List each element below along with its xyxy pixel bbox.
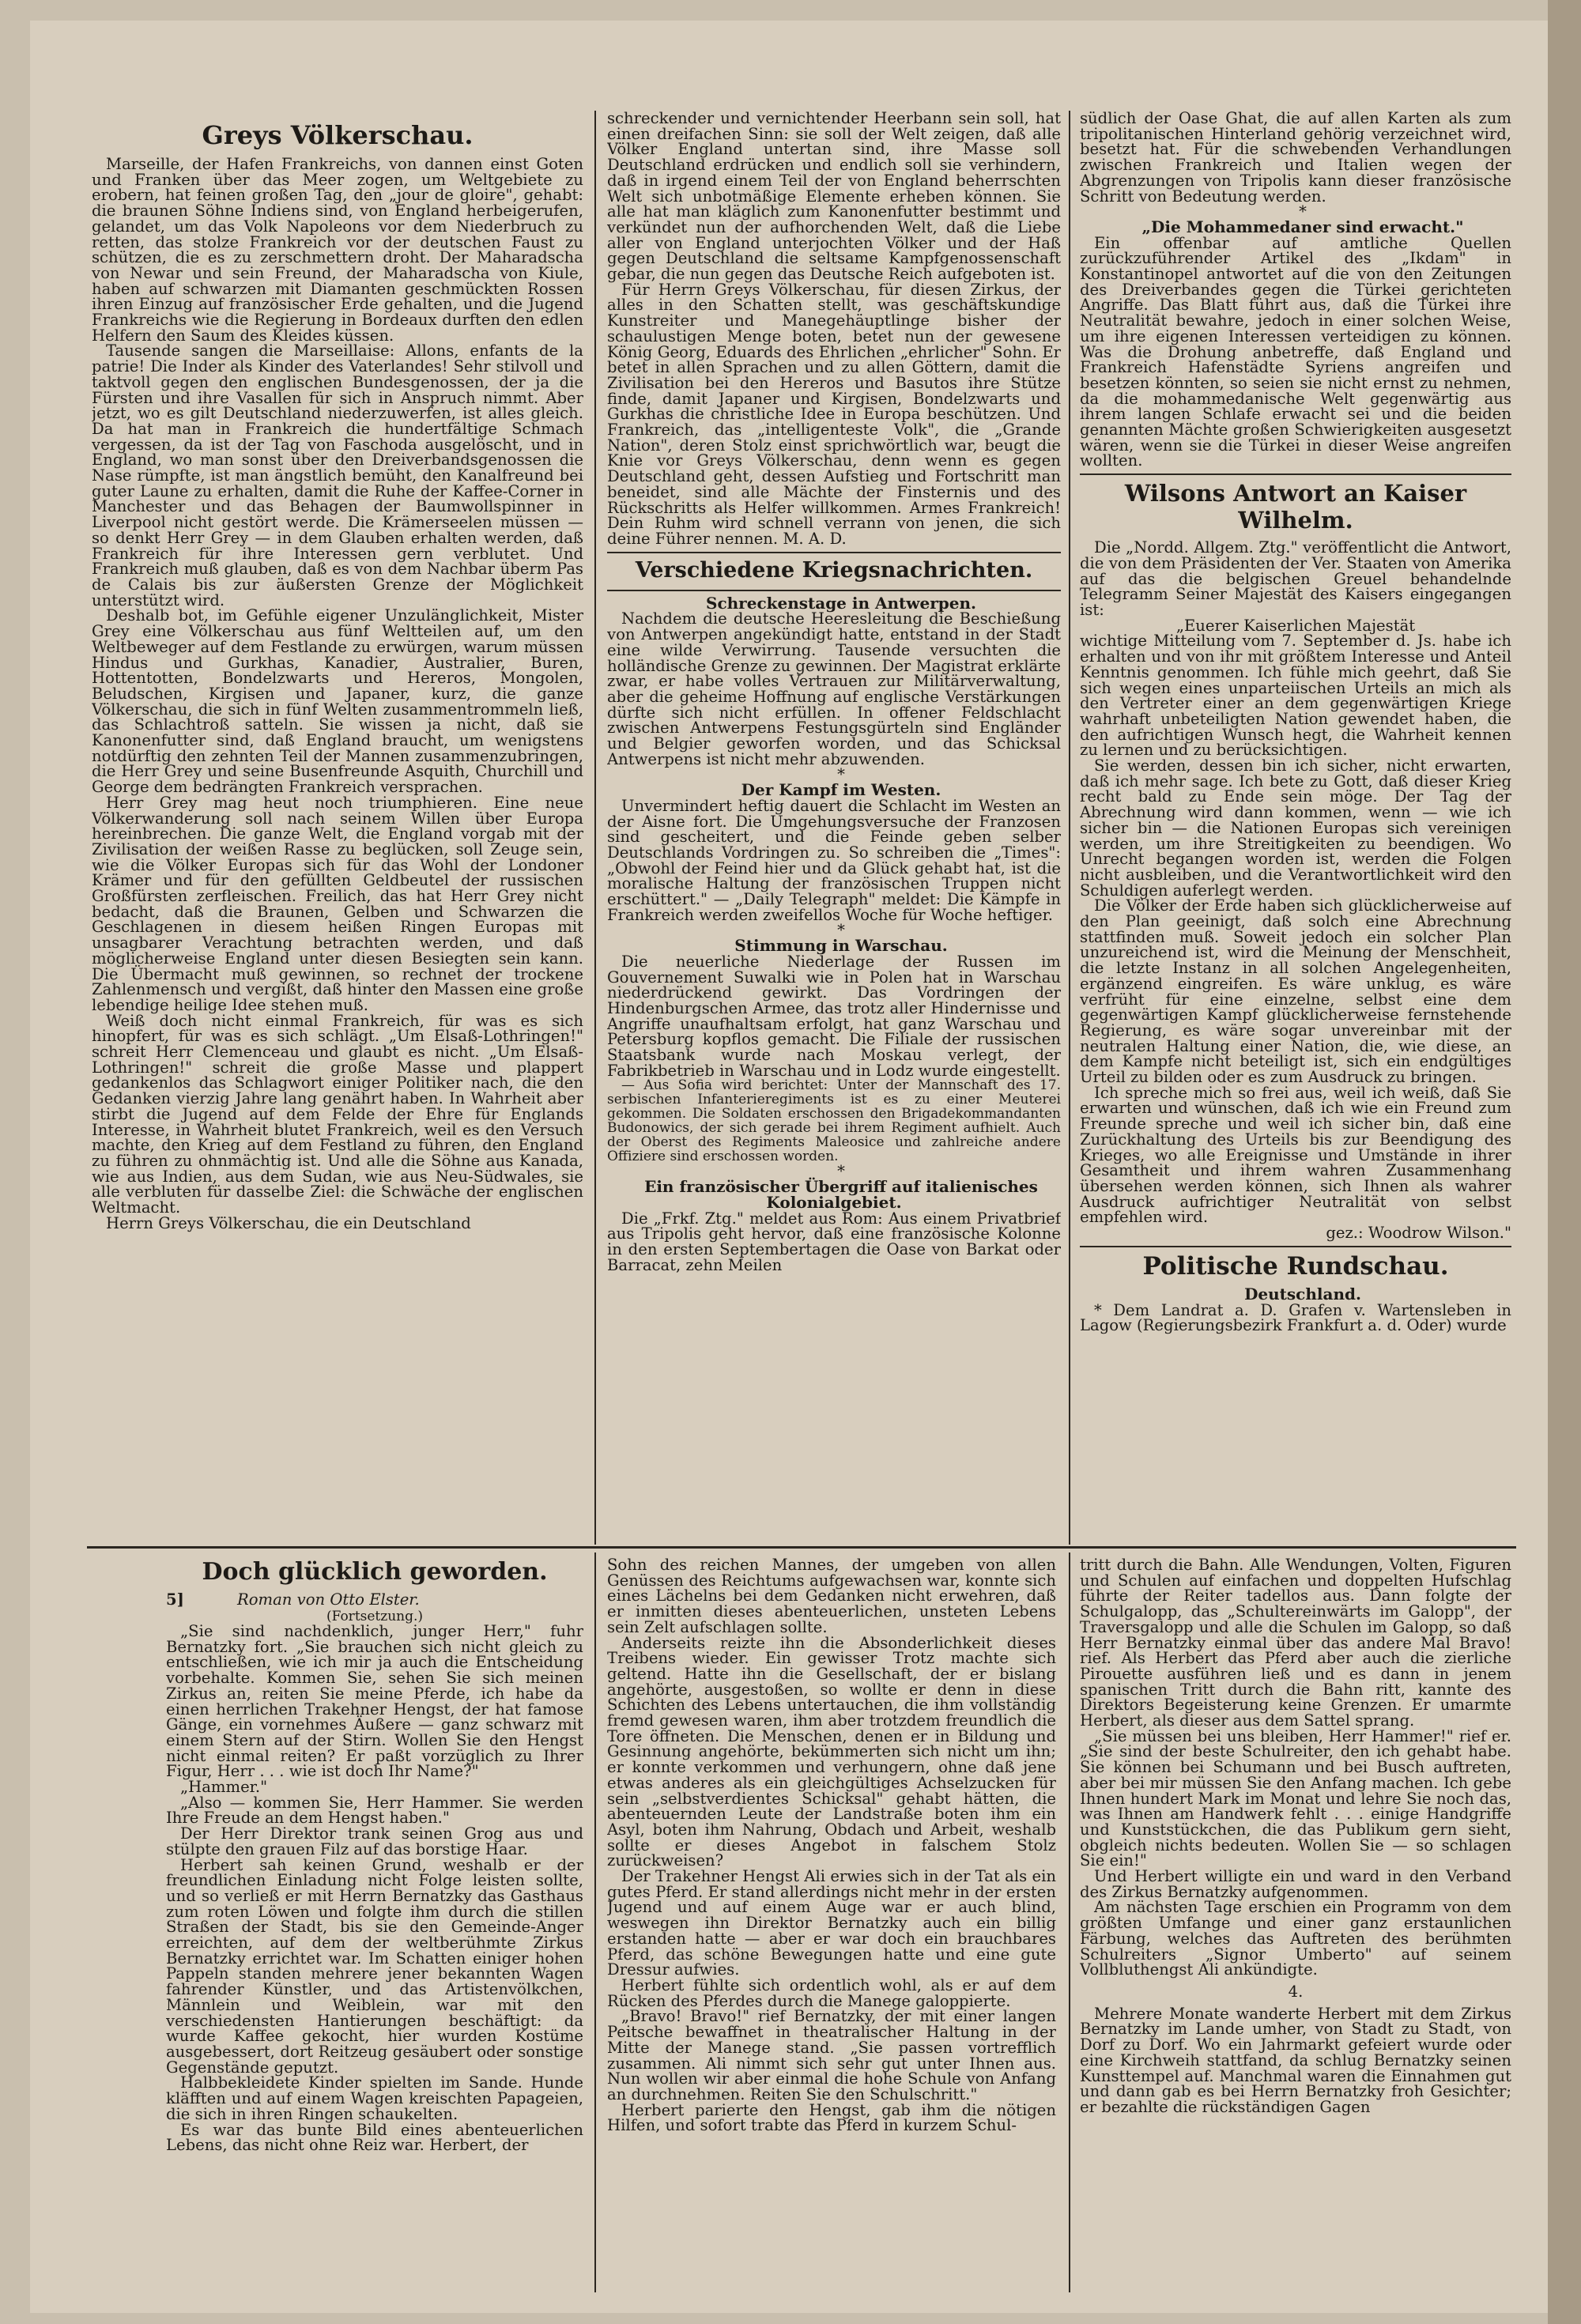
paragraph: Für Herrn Greys Völkerschau, für diesen Zirkus, der alles in den Schatten stellt, was geschäftskundige Kunstreiter und Manegehäuptlinge bisher der schaulustigen Menge boten, betet nun der gewesene König Georg, Eduards des Ehrlichen „ehrlicher" Sohn. Er betet in allen Sprachen und zu allen Göttern, damit die Zivilisation bei den Hereros und Basutos ihre Stütze finde, damit Japaner und Kirgisen, Bondelzwarts und Gurkhas die christliche Idee in Europa beschützen. Und Frankreich, das „intelligenteste Volk", die „Grande Nation", deren Stolz einst sprichwörtlich war, beugt die Knie vor Greys Völkerschau, denn wenn es gegen Deutschland geht, dessen Aufstieg und Fortschritt man beneidet, sind alle Mächte der Finsternis und des Rückschritts als Helfer willkommen. Armes Frankreich! Dein Ruhm wird schnell verrann von jenen, die sich deine Führer nennen. M. A. D.	[607, 280, 1061, 548]
paragraph: Ich spreche mich so frei aus, weil ich weiß, daß Sie erwarten und wünschen, daß ich wie ein Freund zum Freunde spreche und weil ich sicher bin, daß eine Zurückhaltung des Urteils bis zur Beendigung des Krieges, wo alle Ereignisse und Umstände in ihrer Gesamtheit und ihrem wahren Zusammenhang übersehen werden können, sich Ihnen als wahrer Ausdruck aufrichtiger Neutralität von selbst empfehlen wird.	[1080, 1083, 1511, 1227]
divider	[1080, 473, 1511, 475]
column-greys-voelkerschau	[92, 117, 583, 1540]
section-title: Politische Rundschau.	[1142, 1251, 1449, 1281]
novel-column-a	[166, 1557, 583, 2300]
paragraph: Der Trakehner Hengst Ali erwies sich in der Tat als ein gutes Pferd. Er stand allerdings nicht mehr in der ersten Jugend und auf einem Auge war er auch blind, weswegen ihn Direktor Bernatzky auch ein billig erstanden hatte — aber er war doch ein brauchbares Pferd, das schöne Bewegungen hatte und eine gute Dressur aufwies.	[607, 1867, 1056, 1979]
paragraph: Marseille, der Hafen Frankreichs, von dannen einst Goten und Franken über das Meer zogen, um Weltgebiete zu erobern, hat feinen großen Tag, den „jour de gloire", gehabt: die braunen Söhne Indiens sind, von England herbeigerufen, gelandet, um das Volk Napoleons vor dem Niederbruch zu retten, das stolze Frankreich vor der deutschen Faust zu schützen, die es zu zerschmettern droht. Der Maharadscha von Newar und sein Freund, der Maharadscha von Kiule, haben auf schwarzen mit Diamanten geschmückten Rossen ihren Einzug auf französischer Erde gehalten, und die Jugend Frankreichs wie die Regierung in Bordeaux durften den edlen Helfern den Saum des Kleides küssen.	[92, 155, 583, 345]
column-kriegsnachrichten	[607, 111, 1061, 1541]
column-rule	[594, 1552, 596, 2292]
paragraph: Ein offenbar auf amtliche Quellen zurückzuführender Artikel des „Ikdam" in Konstantinopel antwortet auf die von den Zeitungen des Dreiverbandes gegen die Türkei gerichteten Angriffe. Das Blatt führt aus, daß die Türkei ihre Neutralität bewahre, jedoch in einer solchen Weise, um ihre eigenen Interessen verteidigen zu können. Was die Drohung anbetreffe, daß England und Frankreich Hafenstädte Syriens angreifen und besetzen könnten, so seien sie nicht ernst zu nehmen, da die mohammedanische Welt gegenwärtig aus ihrem langen Schlafe erwacht sei und die beiden genannten Mächte großen Schwierigkeiten ausgesetzt wären, wenn sie die Türkei in dieser Weise angreifen wollten.	[1080, 233, 1511, 470]
paragraph: Die Völker der Erde haben sich glücklicherweise auf den Plan geeinigt, daß solch eine Abrechnung stattfinden muß. Soweit jedoch ein solcher Plan unzureichend ist, wird die Meinung der Menschheit, die letzte Instanz in all solchen Angelegenheiten, ergänzend eingreifen. Es wäre unklug, es wäre verfrüht für eine einzelne, selbst eine dem gegenwärtigen Kampf glücklicherweise fernstehende Regierung, es wäre sogar unvereinbar mit der neutralen Haltung einer Nation, die, wie diese, an dem Kampfe nicht beteiligt ist, sich ein endgültiges Urteil zu bilden oder es zum Ausdruck zu bringen.	[1080, 896, 1511, 1087]
paragraph: Herbert fühlte sich ordentlich wohl, als er auf dem Rücken des Pferdes durch die Manege galoppierte.	[607, 1975, 1056, 2010]
item-title: Der Kampf im Westen.	[741, 780, 941, 800]
novel-column-c	[1080, 1557, 1511, 2300]
paragraph: Anderseits reizte ihn die Absonderlichkeit dieses Treibens wieder. Ein gewisser Trotz machte sich geltend. Hatte ihn die Gesellschaft, der er bislang angehörte, ausgestoßen, so wollte er denn in diese Schichten des Lebens untertauchen, die ihm vollständig fremd gewesen waren, ihm aber trotzdem freundlich die Tore öffneten. Die Menschen, denen er in Bildung und Gesinnung angehörte, bekümmerten sich nicht um ihn; er konnte verkommen und verhungern, ohne daß jene etwas anderes als ein gleichgültiges Achselzucken für sein „selbstverdientes Schicksal" gehabt hätten, die abenteuernden Leute der Landstraße boten ihm ein Asyl, boten ihm Nahrung, Obdach und Arbeit, weshalb sollte er dieses Angebot in falschem Stolz zurückweisen?	[607, 1633, 1056, 1870]
column-rule	[1069, 111, 1070, 1545]
paragraph: Halbbekleidete Kinder spielten im Sande. Hunde kläfften und auf einem Wagen kreischten Papageien, die sich in ihren Ringen schaukelten.	[166, 2073, 583, 2123]
paragraph: „Sie müssen bei uns bleiben, Herr Hammer!" rief er. „Sie sind der beste Schulreiter, den ich gehabt habe. Sie können bei Schumann und bei Busch auftreten, aber bei mir müssen Sie den Anfang machen. Ich gebe Ihnen hundert Mark im Monat und lehre Sie noch das, was Ihnen am Handwerk fehlt . . . einige Handgriffe und Kunststückchen, die das Publikum gern sieht, obgleich nichts bedeuten. Wollen Sie — so schlagen Sie ein!"	[1080, 1726, 1511, 1870]
paragraph: Sie werden, dessen bin ich sicher, nicht erwarten, daß ich mehr sage. Ich bete zu Gott, daß dieser Krieg recht bald zu Ende sein möge. Der Tag der Abrechnung wird dann kommen, wenn — wie ich sicher bin — die Nationen Europas sich vereinigen werden, um ihre Streitigkeiten zu beendigen. Wo Unrecht begangen worden ist, werden die Folgen nicht ausbleiben, und die Verantwortlichkeit wird den Schuldigen auferlegt werden.	[1080, 756, 1511, 900]
continued-note: (Fortsetzung.)	[326, 1609, 424, 1624]
column-wilson	[1080, 111, 1511, 1543]
paragraph: Herbert sah keinen Grund, weshalb er der freundlichen Einladung nicht Folge leisten sollte, und so verließ er mit Herrn Bernatzky das Gasthaus zum roten Löwen und folgte ihm durch die stillen Straßen der Stadt, bis sie den Gemeinde-Anger erreichten, auf dem der weltberühmte Zirkus Bernatzky errichtet war. Im Schatten einiger hohen Pappeln standen mehrere jener bekannten Wagen fahrender Künstler, und das Artistenvölkchen, Männlein und Weiblein, war mit den verschiedensten Hantierungen beschäftigt: da wurde Kaffee gekocht, hier wurden Kostüme ausgebessert, dort Reitzeug gesäubert oder sonstige Gegenstände geputzt.	[166, 1855, 583, 2077]
paragraph: Die „Nordd. Allgem. Ztg." veröffentlicht die Antwort, die von dem Präsidenten der Ver. Staaten von Amerika auf das die belgischen Greuel behandelnde Telegramm Seiner Majestät des Kaisers eingegangen ist:	[1080, 538, 1511, 619]
item-title: Schreckenstage in Antwerpen.	[706, 593, 976, 613]
paragraph: Nachdem die deutsche Heeresleitung die Beschießung von Antwerpen angekündigt hatte, entstand in der Stadt eine wilde Verwirrung. Tausende versuchten die holländische Grenze zu gewinnen. Der Magistrat erklärte zwar, er habe volles Vertrauen zur Militärverwaltung, aber die geheime Hoffnung auf englische Verstärkungen dürfte sich nicht erfüllen. In offener Feldschlacht zwischen Antwerpens Festungsgürteln sind Engländer und Belgier geworfen worden, und das Schicksal Antwerpens ist nicht mehr abzuwenden.	[607, 609, 1061, 768]
item-title: Ein französischer Übergriff auf italienisches Kolonialgebiet.	[644, 1177, 1038, 1212]
paragraph: * Dem Landrat a. D. Grafen v. Wartensleben in Lagow (Regierungsbezirk Frankfurt a. d. Oder) wurde	[1080, 1300, 1511, 1335]
divider	[1080, 1246, 1511, 1247]
novel-title: Doch glücklich geworden.	[202, 1558, 548, 1586]
column-rule	[1069, 1552, 1070, 2292]
paragraph: „Also — kommen Sie, Herr Hammer. Sie werden Ihre Freude an dem Hengst haben."	[166, 1793, 583, 1828]
installment-number: 5]	[166, 1590, 184, 1609]
paragraph: Der Herr Direktor trank seinen Grog aus und stülpte den grauen Filz auf das borstige Haar.	[166, 1824, 583, 1858]
separator-star: *	[837, 1162, 845, 1181]
paragraph: „Sie sind nachdenklich, junger Herr," fuhr Bernatzky fort. „Sie brauchen sich nicht gleich zu entschließen, wie ich mir ja auch die Entscheidung vorbehalte. Kommen Sie, sehen Sie sich meinen Zirkus an, reiten Sie meine Pferde, ich habe da einen herrlichen Trakehner Hengst, der hat famose Gänge, ein vornehmes Äußere — ganz schwarz mit einem Stern auf der Stirn. Wollen Sie den Hengst nicht einmal reiten? Er paßt vorzüglich zu Ihrer Figur, Herr . . . wie ist doch Ihr Name?"	[166, 1622, 583, 1781]
paragraph: „Hammer."	[180, 1778, 268, 1797]
paragraph: tritt durch die Bahn. Alle Wendungen, Volten, Figuren und Schulen auf einfachen und doppelten Hufschlag führte der Reiter tadellos aus. Dann folgte der Schulgalopp, das „Schultereinwärts im Galopp", der Traversgalopp und alle die Schulen im Galopp, so daß Herr Bernatzky einmal über das andere Mal Bravo! rief. Als Herbert das Pferd aber auch die zierliche Pirouette ausführen ließ und es dann in jenem spanischen Tritt durch die Bahn ritt, kannte des Direktors Begeisterung keine Grenzen. Er umarmte Herbert, als dieser aus dem Sattel sprang.	[1080, 1557, 1511, 1730]
small-paragraph: — Aus Sofia wird berichtet: Unter der Mannschaft des 17. serbischen Infanterieregiments ist es zu einer Meuterei gekommen. Die Soldaten erschossen den Brigadekommandanten Budonowics, der sich gerade bei ihrem Regiment aufhielt. Auch der Oberst des Regiments Maleosice und zahlreiche andere Offiziere sind erschossen worden.	[607, 1077, 1061, 1165]
paragraph: Herr Grey mag heut noch triumphieren. Eine neue Völkerwanderung soll nach seinem Willen über Europa hereinbrechen. Die ganze Welt, die England vorgab mit der Zivilisation der weißen Rasse zu beglücken, soll Zeuge sein, wie die Völker Europas sich für das Wohl der Londoner Krämer und für den gefüllten Geldbeutel der russischen Großfürsten zerfleischen. Freilich, das hat Herr Grey nicht bedacht, daß die Braunen, Gelben und Schwarzen die Geschlagenen in diesem heißen Ringen Europas mit unsagbarer Verachtung betrachten werden, und daß möglicherweise England unter diesen Besiegten sein kann. Die Übermacht muß gewinnen, so rechnet der trockene Zahlenmensch und vergißt, daß hinter den Massen eine große lebendige heilige Idee stehen muß.	[92, 793, 583, 1014]
paragraph: Weiß doch nicht einmal Frankreich, für was es sich hinopfert, für was es sich schlägt. „Um Elsaß-Lothringen!" schreit Herr Clemenceau und glaubt es nicht. „Um Elsaß-Lothringen!" schreit die große Masse und plappert gedankenlos das Schlagwort einiger Politiker nach, die den Gedanken vierzig Jahre lang genährt haben. In Wahrheit aber stirbt die Jugend auf dem Felde der Ehre für Englands Interesse, in Wahrheit blutet Frankreich, weil es den Versuch machte, den Krieg auf dem Festland zu führen, den England zu führen zu ohnmächtig ist. Und alle die Söhne aus Kanada, wie aus Indien, aus dem Sudan, wie aus Neu-Südwales, sie alle verbluten für dasselbe Ziel: die Schwäche der englischen Weltmacht.	[92, 1011, 583, 1217]
column-rule	[594, 111, 596, 1545]
item-title: „Die Mohammedaner sind erwacht."	[1141, 217, 1464, 236]
paragraph: „Bravo! Bravo!" rief Bernatzky, der mit einer langen Peitsche bewaffnet in theatralischer Haltung in der Mitte der Manege stand. „Sie passen vortrefflich zusammen. Ali nimmt sich sehr gut unter Ihnen aus. Nun wollen wir aber einmal die hohe Schule von Anfang an durchnehmen. Reiten Sie den Schulschritt."	[607, 2007, 1056, 2103]
article-title: Wilsons Antwort an Kaiser Wilhelm.	[1124, 480, 1467, 534]
signature: gez.: Woodrow Wilson."	[1326, 1224, 1511, 1243]
paragraph: Sohn des reichen Mannes, der umgeben von allen Genüssen des Reichtums aufgewachsen war, konnte sich eines Lächelns bei dem Gedanken nicht erwehren, daß er inmitten dieses abenteuerlichen, unsteten Lebens sein Zelt aufschlagen sollte.	[607, 1557, 1056, 1636]
divider	[607, 590, 1061, 591]
paragraph: Die „Frkf. Ztg." meldet aus Rom: Aus einem Privatbrief aus Tripolis geht hervor, daß eine französische Kolonne in den ersten Septembertagen die Oase von Barkat oder Barracat, zehn Meilen	[607, 1209, 1061, 1274]
paragraph: Mehrere Monate wanderte Herbert mit dem Zirkus Bernatzky im Lande umher, von Stadt zu Stadt, von Dorf zu Dorf. Wo ein Jahrmarkt gefeiert wurde oder eine Kirchweih stattfand, da schlug Bernatzky seinen Kunsttempel auf. Manchmal waren die Einnahmen gut und dann gab es bei Herrn Bernatzky froh Gesichter; er bezahlte die rückständigen Gagen	[1080, 2004, 1511, 2116]
paragraph: Es war das bunte Bild eines abenteuerlichen Lebens, das nicht ohne Reiz war. Herbert, der	[166, 2120, 583, 2155]
paragraph: Herbert parierte den Hengst, gab ihm die nötigen Hilfen, und sofort trabte das Pferd in kurzem Schul-	[607, 2100, 1056, 2135]
page-edge	[1548, 0, 1581, 2324]
subsection-title: Deutschland.	[1244, 1284, 1361, 1303]
paragraph: Die neuerliche Niederlage der Russen im Gouvernement Suwalki wie in Polen hat in Warschau niederdrückend gewirkt. Das Vordringen der Hindenburgschen Armee, das trotz aller Hindernisse und Angriffe unaufhaltsam erfolgt, hat ganz Warschau und Petersburg kopflos gemacht. Die Filiale der russischen Staatsbank wurde nach Moskau verlegt, der Fabrikbetrieb in Warschau und in Lodz wurde eingestellt.	[607, 952, 1061, 1080]
paragraph: Tausende sangen die Marseillaise: Allons, enfants de la patrie! Die Inder als Kinder des Vaterlandes! Sehr stilvoll und taktvoll gegen den englischen Bundesgenossen, der ja die Fürsten und ihre Vasallen für sich in Anspruch nimmt. Aber jetzt, wo es gilt Deutschland niederzuwerfen, ist alles gleich. Da hat man in Frankreich die hundertfältige Schmach vergessen, da ist der Tag von Faschoda ausgelöscht, und in England, wo man sonst über den Dreiverbandsgenossen die Nase rümpfte, ist man ängstlich bemüht, den Kanalfreund bei guter Laune zu erhalten, damit die Ruhe der Kaffee-Corner in Manchester und das Behagen der Baumwollspinner in Liverpool nicht gestört werde. Die Krämerseelen müssen — so denkt Herr Grey — in dem Glauben erhalten werden, daß Frankreich für ihre Interessen gern verblutet. Und Frankreich muß glauben, daß es von dem Nachbar überm Pas de Calais bis zur äußersten Grenze der Möglichkeit unterstützt wird.	[92, 341, 583, 609]
separator-star: *	[1299, 202, 1307, 221]
separator-star: *	[837, 765, 845, 784]
paragraph: südlich der Oase Ghat, die auf allen Karten als zum tripolitanischen Hinterland gehörig verzeichnet wird, besetzt hat. Für die schwebenden Verhandlungen zwischen Frankreich und Italien wegen der Abgrenzungen von Tripolis kann dieser französische Schritt von Bedeutung werden.	[1080, 111, 1511, 206]
paragraph: Deshalb bot, im Gefühle eigener Unzulänglichkeit, Mister Grey eine Völkerschau aus fünf Weltteilen auf, um den Weltbeweger auf dem Festlande zu erwürgen, warum müssen Hindus und Gurkhas, Kanadier, Australier, Buren, Hottentotten, Bondelzwarts und Hereros, Mongolen, Beludschen, Kirgisen und Japaner, kurz, die ganze Völkerschau, die sich in fünf Welten zusammentrommeln ließ, das Schlachtroß satteln. Sie wissen ja nicht, daß sie Kanonenfutter sind, daß England braucht, um wenigstens notdürftig den zehnten Teil der Mannen zusammenzubringen, die Herr Grey und seine Busenfreunde Asquith, Churchill und George dem bedrängten Frankreich versprachen.	[92, 606, 583, 797]
salutation: „Euerer Kaiserlichen Majestät	[1175, 616, 1416, 635]
paragraph: Und Herbert willigte ein und ward in den Verband des Zirkus Bernatzky aufgenommen.	[1080, 1867, 1511, 1901]
section-title: Verschiedene Kriegsnachrichten.	[635, 557, 1033, 583]
feuilleton-rule	[87, 1546, 1516, 1549]
paragraph: Unvermindert heftig dauert die Schlacht im Westen an der Aisne fort. Die Umgehungsversuche der Franzosen sind gescheitert, und die Feinde geben selber Deutschlands Vordringen zu. So schreiben die „Times": „Obwohl der Feind hier und da Glück gehabt hat, ist die moralische Haltung der französischen Truppen nicht erschüttert." — „Daily Telegraph" meldet: Die Kämpfe in Frankreich werden zweifellos Woche für Woche heftiger.	[607, 796, 1061, 924]
novel-header-line	[166, 1592, 583, 1609]
separator-star: *	[837, 921, 845, 940]
article-title: Greys Völkerschau.	[202, 120, 474, 150]
divider	[607, 552, 1061, 553]
paragraph: schreckender und vernichtender Heerbann sein soll, hat einen dreifachen Sinn: sie soll der Welt zeigen, daß alle Völker England untertan sind, ihre Masse soll Deutschland erdrücken und endlich soll sie verhindern, daß in irgend einem Teil der von England beherrschten Welt sich unbotmäßige Elemente erheben können. Sie alle hat man kläglich zum Kanonenfutter bestimmt und verkündet nun der aufhorchenden Welt, daß die Liebe aller von England unterjochten Völker und der Haß gegen Deutschland die seltsame Kampfgenossenschaft gebar, die nun gegen das Deutsche Reich aufgeboten ist.	[607, 111, 1061, 284]
novel-column-b	[607, 1557, 1056, 2300]
novel-byline: Roman von Otto Elster.	[237, 1590, 420, 1609]
item-title: Stimmung in Warschau.	[734, 936, 948, 956]
paragraph: Herrn Greys Völkerschau, die ein Deutschland	[106, 1213, 471, 1232]
paragraph: wichtige Mitteilung vom 7. September d. Js. habe ich erhalten und von ihr mit größtem Interesse und Anteil Kenntnis genommen. Ich fühle mich geehrt, daß Sie sich wegen eines unparteiischen Urteils an mich als den Vertreter einer an dem gegenwärtigen Kriege wahrhaft unbeteiligten Nation gewendet haben, die den aufrichtigen Wunsch hegt, die Wahrheit kennen zu lernen und zu berücksichtigen.	[1080, 632, 1511, 760]
chapter-number: 4.	[1288, 1982, 1304, 2001]
paragraph: Am nächsten Tage erschien ein Programm von dem größten Umfange und einer ganz erstaunlichen Färbung, welches das Auftreten des berühmten Schulreiters „Signor Umberto" auf seinem Vollbluthengst Ali ankündigte.	[1080, 1898, 1511, 1979]
